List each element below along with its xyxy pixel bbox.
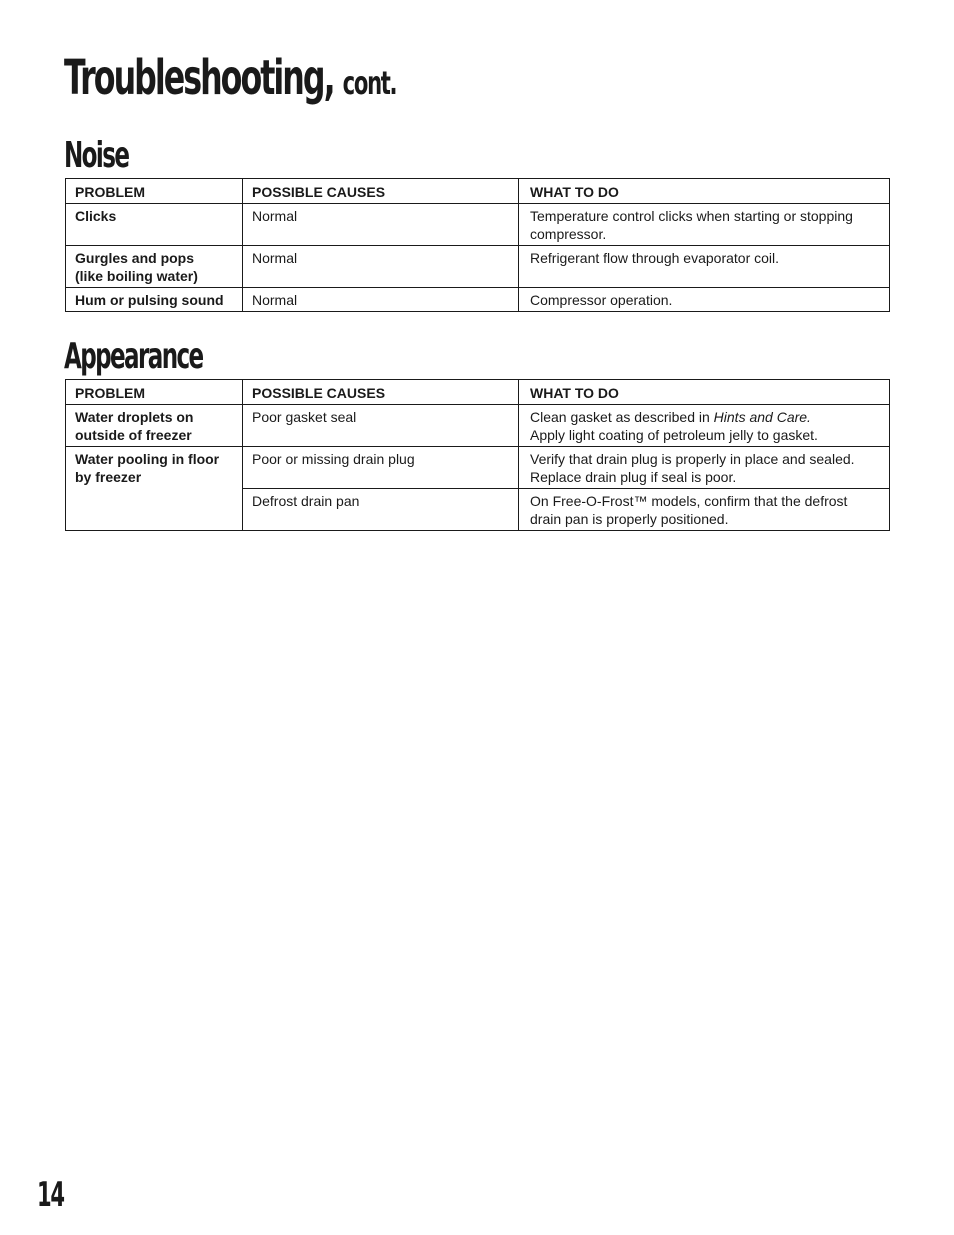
page-number: 14 <box>37 1175 64 1215</box>
column-header-causes: POSSIBLE CAUSES <box>243 380 519 405</box>
action-cell: Temperature control clicks when starting or stopping compressor. <box>519 204 890 246</box>
page-title-suffix: cont. <box>342 64 397 102</box>
action-text: drain pan is properly positioned. <box>530 511 729 527</box>
problem-cell <box>66 447 243 531</box>
table-row <box>66 447 890 489</box>
causes-cell: Poor or missing drain plug <box>243 447 519 489</box>
column-header-problem: PROBLEM <box>66 380 243 405</box>
problem-cell: Clicks <box>66 204 243 246</box>
causes-cell: Normal <box>243 288 519 312</box>
page-title-main: Troubleshooting, <box>64 50 334 106</box>
causes-cell: Poor gasket seal <box>243 405 519 447</box>
action-cell <box>519 405 890 447</box>
action-cell <box>519 447 890 489</box>
problem-line: Water pooling in floor <box>75 451 220 467</box>
column-header-action: WHAT TO DO <box>519 179 890 204</box>
problem-cell <box>66 246 243 288</box>
action-text: Replace drain plug if seal is poor. <box>530 469 737 485</box>
causes-cell: Normal <box>243 204 519 246</box>
causes-cell: Normal <box>243 246 519 288</box>
problem-cell: Hum or pulsing sound <box>66 288 243 312</box>
noise-table <box>65 178 890 312</box>
table-row <box>66 405 890 447</box>
column-header-causes: POSSIBLE CAUSES <box>243 179 519 204</box>
problem-line: Gurgles and pops <box>75 250 195 266</box>
action-text: On Free-O-Frost™ models, confirm that the defrost <box>530 493 848 509</box>
action-text: Apply light coating of petroleum jelly to gasket. <box>530 427 818 443</box>
action-cell <box>519 489 890 531</box>
action-cell: Refrigerant flow through evaporator coil. <box>519 246 890 288</box>
section-heading-appearance: Appearance <box>64 336 203 377</box>
hints-and-care-reference: Hints and Care. <box>713 409 811 425</box>
table-row <box>66 288 890 312</box>
table-header-row <box>66 380 890 405</box>
problem-line: outside of freezer <box>75 427 192 443</box>
action-cell: Compressor operation. <box>519 288 890 312</box>
appearance-table <box>65 379 890 531</box>
table-row <box>66 204 890 246</box>
causes-cell: Defrost drain pan <box>243 489 519 531</box>
column-header-action: WHAT TO DO <box>519 380 890 405</box>
column-header-problem: PROBLEM <box>66 179 243 204</box>
problem-cell <box>66 405 243 447</box>
section-heading-noise: Noise <box>64 135 129 176</box>
problem-line: Water droplets on <box>75 409 194 425</box>
action-text: Verify that drain plug is properly in place and sealed. <box>530 451 855 467</box>
table-row <box>66 246 890 288</box>
action-text: Clean gasket as described in <box>530 409 714 425</box>
problem-line: by freezer <box>75 469 142 485</box>
problem-line: (like boiling water) <box>75 268 198 284</box>
page-title <box>64 52 396 109</box>
table-header-row <box>66 179 890 204</box>
